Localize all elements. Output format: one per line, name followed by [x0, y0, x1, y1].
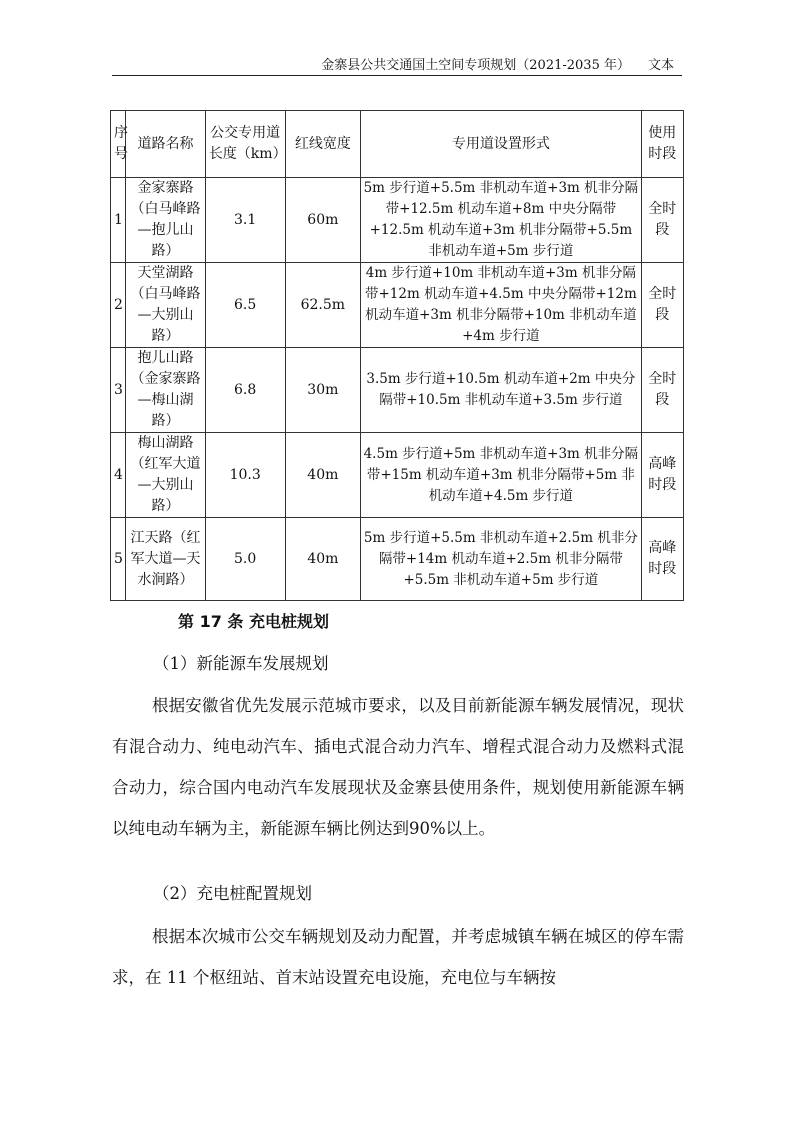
header-red-line-width: 红线宽度 — [285, 111, 361, 178]
header-no: 序号 — [111, 111, 126, 178]
cell-lane-length: 3.1 — [205, 178, 285, 263]
cell-lane-length: 6.8 — [205, 348, 285, 433]
cell-lane-form: 3.5m 步行道+10.5m 机动车道+2m 中央分隔带+10.5m 非机动车道+3.5m 步行道 — [361, 348, 641, 433]
cell-lane-form: 4m 步行道+10m 非机动车道+3m 机非分隔带+12m 机动车道+4.5m 中央分隔带+12m 机动车道+3m 机非分隔带+10m 非机动车道+4m 步行道 — [361, 263, 641, 348]
cell-lane-form: 5m 步行道+5.5m 非机动车道+2.5m 机非分隔带+14m 机动车道+2.5m 机非分隔带+5.5m 非机动车道+5m 步行道 — [361, 518, 641, 601]
cell-usage-time: 全时段 — [641, 348, 683, 433]
header-road-name: 道路名称 — [126, 111, 206, 178]
subsection-heading-2: （2）充电桩配置规划 — [153, 884, 312, 903]
cell-red-line-width: 40m — [285, 518, 361, 601]
bus-lane-table — [110, 110, 684, 601]
cell-no: 1 — [111, 178, 126, 263]
table-row — [111, 178, 684, 263]
table-row — [111, 433, 684, 518]
cell-lane-form: 5m 步行道+5.5m 非机动车道+3m 机非分隔带+12.5m 机动车道+8m 中央分隔带+12.5m 机动车道+3m 机非分隔带+5.5m 非机动车道+5m 步行道 — [361, 178, 641, 263]
paragraph-charging-config: 根据本次城市公交车辆规划及动力配置，并考虑城镇车辆在城区的停车需求，在 11 个枢纽站、首末站设置充电设施，充电位与车辆按 — [112, 927, 684, 987]
cell-red-line-width: 60m — [285, 178, 361, 263]
cell-road-name: 江天路（红军大道—天水涧路） — [126, 518, 206, 601]
cell-red-line-width: 30m — [285, 348, 361, 433]
header-rule — [112, 75, 682, 76]
cell-no: 4 — [111, 433, 126, 518]
document-title: 金寨县公共交通国土空间专项规划（2021-2035 年） — [321, 58, 630, 73]
header-lane-length: 公交专用道长度（km） — [205, 111, 285, 178]
cell-road-name: 抱儿山路（金家寨路—梅山湖路） — [126, 348, 206, 433]
cell-road-name: 天堂湖路（白马峰路—大别山路） — [126, 263, 206, 348]
cell-road-name: 金家寨路（白马峰路—抱儿山路） — [126, 178, 206, 263]
paragraph-ev-development: 根据安徽省优先发展示范城市要求，以及目前新能源车辆发展情况，现状有混合动力、纯电动汽车、插电式混合动力汽车、增程式混合动力及燃料式混合动力，综合国内电动汽车发展现状及金寨县使用条件，规划使用新能源车辆以纯电动车辆为主，新能源车辆比例达到90%以上。 — [112, 696, 684, 838]
cell-usage-time: 全时段 — [641, 178, 683, 263]
header-usage-time: 使用时段 — [641, 111, 683, 178]
table-row — [111, 518, 684, 601]
table-header-row — [111, 111, 684, 178]
table-row — [111, 348, 684, 433]
page-header — [112, 54, 682, 73]
document-type: 文本 — [647, 58, 674, 73]
section-title: 第 17 条 充电桩规划 — [178, 612, 329, 631]
cell-lane-length: 10.3 — [205, 433, 285, 518]
cell-no: 3 — [111, 348, 126, 433]
cell-red-line-width: 62.5m — [285, 263, 361, 348]
cell-usage-time: 高峰时段 — [641, 433, 683, 518]
cell-red-line-width: 40m — [285, 433, 361, 518]
cell-lane-form: 4.5m 步行道+5m 非机动车道+3m 机非分隔带+15m 机动车道+3m 机非分隔带+5m 非机动车道+4.5m 步行道 — [361, 433, 641, 518]
cell-lane-length: 5.0 — [205, 518, 285, 601]
cell-road-name: 梅山湖路（红军大道—大别山路） — [126, 433, 206, 518]
cell-usage-time: 高峰时段 — [641, 518, 683, 601]
header-lane-form: 专用道设置形式 — [361, 111, 641, 178]
subsection-heading-1: （1）新能源车发展规划 — [153, 654, 329, 673]
cell-no: 5 — [111, 518, 126, 601]
cell-lane-length: 6.5 — [205, 263, 285, 348]
cell-no: 2 — [111, 263, 126, 348]
table-row — [111, 263, 684, 348]
cell-usage-time: 全时段 — [641, 263, 683, 348]
